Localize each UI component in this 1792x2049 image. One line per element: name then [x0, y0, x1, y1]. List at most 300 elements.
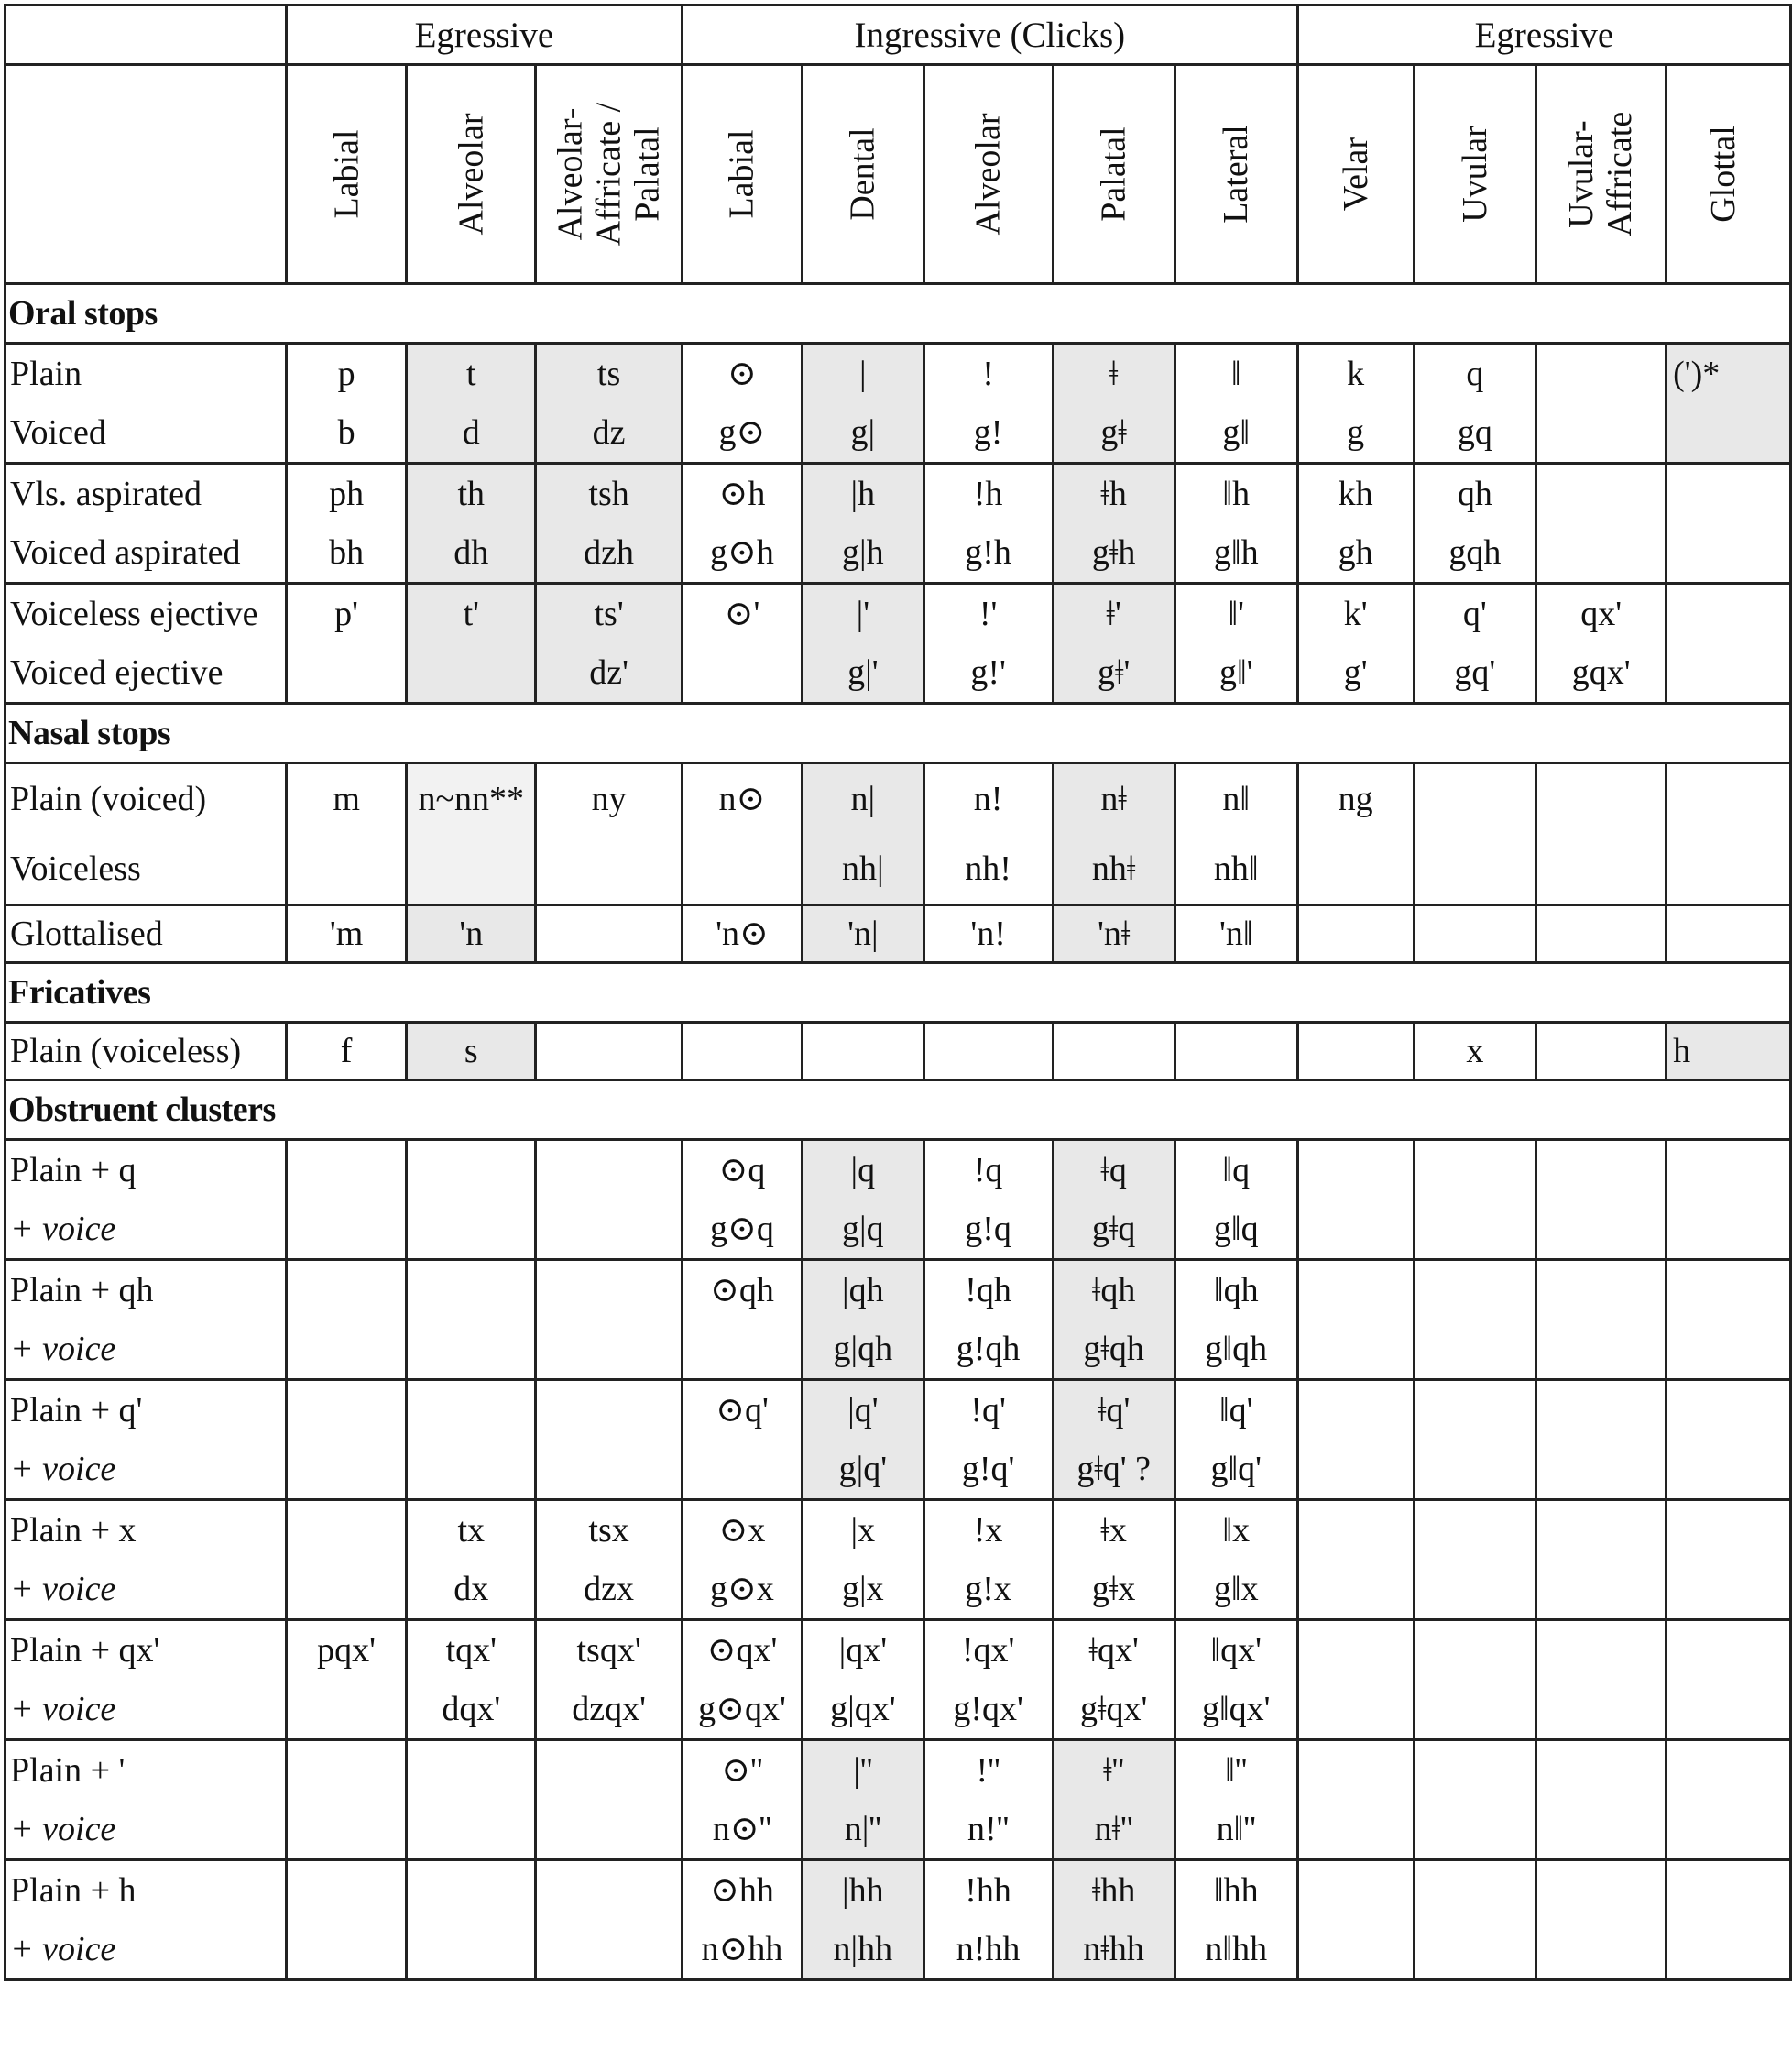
table-cell [1053, 1140, 1175, 1260]
cell-value: dzh [584, 533, 635, 572]
row-label-line: + voice [10, 1810, 116, 1848]
cell-value [408, 1141, 534, 1200]
cell-value: 'n [459, 915, 484, 953]
table-cell [286, 1860, 406, 1980]
column-header [1536, 65, 1666, 284]
row-label [5, 1500, 287, 1620]
cell-value [1537, 834, 1665, 904]
table-cell [286, 1740, 406, 1860]
cell-value [1176, 1024, 1296, 1079]
table-cell [1536, 1023, 1666, 1080]
cell-value: g⊙qx' [698, 1690, 786, 1728]
cell-value [288, 643, 405, 702]
cell-value [288, 1800, 405, 1858]
column-header [286, 65, 406, 284]
cell-value: b [337, 413, 355, 452]
table-cell [1666, 1860, 1791, 1980]
column-header-label [452, 114, 490, 236]
table-cell [286, 344, 406, 464]
cell-value: | [859, 355, 867, 393]
table-cell [803, 1740, 923, 1860]
table-cell [803, 464, 923, 584]
cell-value: g| [850, 413, 876, 452]
cell-value: th [457, 475, 486, 513]
column-header-line: Affricate / [589, 102, 628, 246]
cell-value [683, 834, 801, 904]
cell-value [537, 1261, 681, 1320]
cell-value [1667, 1381, 1789, 1440]
cell-value: |q [850, 1151, 876, 1189]
cell-value [1667, 1680, 1789, 1738]
cell-value: nǂ'' [1094, 1810, 1133, 1848]
cell-value: ǂqx' [1088, 1631, 1139, 1670]
table-cell [286, 584, 406, 704]
table-cell [1414, 1380, 1536, 1500]
cell-value [537, 834, 681, 904]
cell-value [288, 1381, 405, 1440]
cell-value: ‖q' [1218, 1391, 1253, 1430]
cell-value: !h [973, 475, 1003, 513]
cell-value: k [1347, 355, 1365, 393]
cell-value: ny [591, 780, 627, 818]
table-cell [286, 1260, 406, 1380]
cell-value [1299, 906, 1413, 961]
cell-value: ‖q [1222, 1151, 1251, 1189]
cell-value [537, 1381, 681, 1440]
cell-value: !qx' [961, 1631, 1015, 1670]
cell-value: x [1466, 1032, 1484, 1070]
table-cell [1536, 344, 1666, 464]
table-cell [1414, 344, 1536, 464]
cell-value [288, 1141, 405, 1200]
table-cell [1536, 905, 1666, 963]
table-cell [1297, 464, 1414, 584]
table-cell [1666, 1500, 1791, 1620]
column-header-label [1337, 137, 1375, 211]
cell-value: ts [596, 355, 621, 393]
table-cell [407, 763, 536, 905]
cell-value: g⊙x [710, 1570, 774, 1608]
row-label-line: Plain + q' [10, 1391, 143, 1430]
row-label-line: + voice [10, 1690, 116, 1728]
table-cell [1053, 905, 1175, 963]
cell-value [1537, 1261, 1665, 1320]
cell-value [1299, 1320, 1413, 1378]
cell-value: g' [1343, 653, 1368, 692]
cell-value: dzqx' [572, 1690, 646, 1728]
row-label [5, 1620, 287, 1740]
cell-value: !q' [970, 1391, 1006, 1430]
row-label [5, 1023, 287, 1080]
column-header-line: Uvular- [1562, 119, 1601, 228]
table-cell [1666, 1380, 1791, 1500]
table-cell [536, 1260, 683, 1380]
row-label-line: + voice [10, 1450, 116, 1488]
column-header-line: Lateral [1217, 125, 1256, 224]
table-cell [1414, 1500, 1536, 1620]
cell-value [408, 1261, 534, 1320]
cell-value: g|q' [838, 1450, 888, 1488]
table-cell [286, 1380, 406, 1500]
table-row [5, 1500, 1791, 1620]
table-cell [1414, 1260, 1536, 1380]
cell-value: g‖q' [1210, 1450, 1262, 1488]
cell-value: ⊙' [724, 595, 760, 633]
cell-value [1537, 1800, 1665, 1858]
cell-value [288, 1680, 405, 1738]
row-label-line: + voice [10, 1570, 116, 1608]
cell-value: dzx [584, 1570, 635, 1608]
cell-value [1299, 1560, 1413, 1618]
table-row [5, 584, 1791, 704]
cell-value: g!qh [956, 1330, 1021, 1368]
table-cell [286, 1500, 406, 1620]
cell-value: |hh [842, 1871, 884, 1910]
cell-value: !qh [965, 1271, 1011, 1309]
cell-value: n! [973, 780, 1003, 818]
cell-value: ⊙ [727, 355, 757, 393]
cell-value: kh [1338, 475, 1373, 513]
table-cell [1053, 344, 1175, 464]
cell-value: ǂqh [1091, 1271, 1136, 1309]
table-cell [1536, 1380, 1666, 1500]
cell-value [1667, 834, 1789, 904]
row-label-line: Plain + h [10, 1871, 137, 1910]
table-cell [407, 1140, 536, 1260]
table-cell [1053, 464, 1175, 584]
table-cell [923, 584, 1053, 704]
cell-value [288, 1501, 405, 1560]
cell-value: ‖h [1222, 475, 1251, 513]
cell-value: bh [329, 533, 365, 572]
row-label-line: Voiceless ejective [10, 595, 258, 633]
cell-value: tsh [588, 475, 629, 513]
column-header-label [552, 102, 667, 246]
cell-value: dx [453, 1570, 489, 1608]
section-row [5, 1080, 1791, 1140]
cell-value [1415, 764, 1535, 834]
cell-value: ‖hh [1213, 1871, 1259, 1910]
table-row [5, 1380, 1791, 1500]
cell-value: gǂq' ? [1076, 1450, 1151, 1488]
table-row [5, 464, 1791, 584]
cell-value: 'n! [970, 915, 1006, 953]
cell-value [1537, 1680, 1665, 1738]
table-cell [803, 1023, 923, 1080]
cell-value [1299, 1024, 1413, 1079]
table-cell [1053, 1500, 1175, 1620]
table-cell [1536, 1500, 1666, 1620]
table-cell [1053, 1620, 1175, 1740]
column-header-line: Labial [327, 129, 366, 219]
cell-value [408, 834, 534, 904]
cell-value [1299, 1680, 1413, 1738]
cell-value: ‖' [1228, 595, 1244, 633]
cell-value [683, 643, 801, 702]
table-cell [1536, 1740, 1666, 1860]
table-cell [803, 1620, 923, 1740]
column-header [1175, 65, 1297, 284]
row-label-line: Vls. aspirated [10, 475, 202, 513]
cell-value: f [340, 1032, 353, 1070]
table-cell [1414, 1860, 1536, 1980]
table-cell [407, 1260, 536, 1380]
cell-value: g|' [847, 653, 879, 692]
cell-value [537, 1800, 681, 1858]
table-cell [1414, 464, 1536, 584]
cell-value: ǂ'' [1103, 1751, 1125, 1790]
table-cell [682, 464, 802, 584]
table-cell [923, 1620, 1053, 1740]
cell-value [1415, 1200, 1535, 1258]
table-row [5, 1860, 1791, 1980]
cell-value [1537, 906, 1665, 961]
cell-value: g!h [965, 533, 1011, 572]
cell-value: ǂx [1100, 1511, 1127, 1550]
cell-value [1299, 1261, 1413, 1320]
cell-value: g!q' [961, 1450, 1015, 1488]
table-cell [682, 1260, 802, 1380]
cell-value: ‖x [1222, 1511, 1251, 1550]
table-cell [536, 1140, 683, 1260]
table-cell [923, 1500, 1053, 1620]
table-cell [1297, 1740, 1414, 1860]
cell-value: nh| [842, 849, 884, 888]
column-header-line: Uvular [1455, 126, 1494, 223]
cell-value [1299, 1741, 1413, 1800]
table-cell [1175, 905, 1297, 963]
cell-value [1667, 403, 1789, 462]
cell-value: g⊙h [710, 533, 774, 572]
table-cell [1053, 1860, 1175, 1980]
table-cell [923, 763, 1053, 905]
cell-value: g|x [842, 1570, 884, 1608]
cell-value: |qx' [838, 1631, 888, 1670]
cell-value: ts' [594, 595, 624, 633]
column-header [407, 65, 536, 284]
table-cell [1666, 584, 1791, 704]
cell-value [1667, 643, 1789, 702]
table-cell [536, 1740, 683, 1860]
column-header-label [723, 129, 761, 218]
table-cell [1053, 1260, 1175, 1380]
cell-value: nǂ [1100, 780, 1127, 818]
cell-value [1415, 1440, 1535, 1498]
table-cell [803, 763, 923, 905]
cell-value [1667, 764, 1789, 834]
cell-value: nh! [965, 849, 1011, 888]
cell-value: n|'' [844, 1810, 881, 1848]
group-header-egressive-left: Egressive [286, 5, 682, 65]
table-cell [1536, 584, 1666, 704]
cell-value: s [464, 1032, 478, 1070]
cell-value [683, 1320, 801, 1378]
column-header-label [327, 129, 366, 218]
section-heading: Fricatives [5, 963, 1791, 1023]
cell-value: q' [1462, 595, 1487, 633]
cell-value [1537, 1024, 1665, 1079]
row-label-line: + voice [10, 1210, 116, 1248]
cell-value [408, 1800, 534, 1858]
cell-value: 'n⊙ [716, 915, 769, 953]
cell-value: 'm [329, 915, 364, 953]
table-cell [682, 344, 802, 464]
cell-value [537, 906, 681, 961]
table-cell [682, 1140, 802, 1260]
table-cell [1666, 1023, 1791, 1080]
table-cell [1297, 1023, 1414, 1080]
section-heading: Obstruent clusters [5, 1080, 1791, 1140]
cell-value: p [337, 355, 355, 393]
cell-value: t [466, 355, 476, 393]
cell-value [1415, 1320, 1535, 1378]
column-header-line: Alveolar [968, 113, 1008, 236]
row-label [5, 1380, 287, 1500]
table-cell [407, 584, 536, 704]
column-header-line: Affricate [1601, 111, 1640, 236]
cell-value [1299, 1141, 1413, 1200]
cell-value: n⊙'' [712, 1810, 772, 1848]
cell-value [1299, 1381, 1413, 1440]
table-cell [1175, 1140, 1297, 1260]
cell-value [1299, 1440, 1413, 1498]
cell-value [1667, 1200, 1789, 1258]
cell-value [1299, 1621, 1413, 1680]
cell-value: n⊙ [718, 780, 766, 818]
cell-value: nhǂ [1091, 849, 1136, 888]
table-cell [407, 464, 536, 584]
cell-value: n‖'' [1216, 1810, 1256, 1848]
cell-value [1537, 1741, 1665, 1800]
cell-value [1667, 1320, 1789, 1378]
cell-value [1415, 1261, 1535, 1320]
table-cell [1666, 763, 1791, 905]
cell-value [1299, 834, 1413, 904]
cell-value [1415, 1741, 1535, 1800]
cell-value [1667, 1741, 1789, 1800]
cell-value [1537, 345, 1665, 403]
column-header-line: Palatal [628, 126, 667, 222]
cell-value [1415, 1501, 1535, 1560]
cell-value: g‖x [1213, 1570, 1259, 1608]
cell-value [1415, 834, 1535, 904]
table-cell [682, 1620, 802, 1740]
row-label-line: + voice [10, 1930, 116, 1968]
row-label-line: Voiced ejective [10, 653, 224, 692]
table-cell [923, 344, 1053, 464]
column-header-line: Velar [1336, 137, 1375, 212]
table-cell [536, 1023, 683, 1080]
column-header-label [1704, 126, 1743, 223]
table-cell [536, 1860, 683, 1980]
section-row [5, 284, 1791, 344]
cell-value [1537, 1381, 1665, 1440]
column-header [1053, 65, 1175, 284]
row-label [5, 1740, 287, 1860]
cell-value [1299, 1800, 1413, 1858]
cell-value: tsqx' [576, 1631, 641, 1670]
table-cell [1053, 763, 1175, 905]
table-row [5, 344, 1791, 464]
table-cell [1175, 1860, 1297, 1980]
cell-value: gǂq [1091, 1210, 1136, 1248]
cell-value [1667, 1861, 1789, 1920]
cell-value [288, 1440, 405, 1498]
cell-value [537, 1320, 681, 1378]
cell-value [537, 1920, 681, 1978]
cell-value: |qh [842, 1271, 884, 1309]
cell-value [803, 1024, 922, 1079]
cell-value: ǂ' [1106, 595, 1121, 633]
cell-value [1415, 1861, 1535, 1920]
table-cell [1175, 344, 1297, 464]
cell-value [1667, 906, 1789, 961]
cell-value: g|q [842, 1210, 884, 1248]
table-cell [923, 1860, 1053, 1980]
table-cell [1175, 1620, 1297, 1740]
table-cell [923, 464, 1053, 584]
table-cell [536, 1380, 683, 1500]
row-label-line: Plain + ' [10, 1751, 126, 1790]
cell-value: ‖ [1230, 355, 1241, 393]
cell-value [1299, 1501, 1413, 1560]
table-cell [803, 1140, 923, 1260]
table-cell [923, 1023, 1053, 1080]
table-cell [1053, 1740, 1175, 1860]
cell-value [1537, 1501, 1665, 1560]
cell-value: g⊙ [718, 413, 766, 452]
cell-value: gǂqx' [1080, 1690, 1148, 1728]
cell-value: |' [856, 595, 870, 633]
table-cell [1297, 1860, 1414, 1980]
row-label-line: Glottalised [10, 915, 163, 953]
table-cell [1175, 1740, 1297, 1860]
cell-value: g‖h [1213, 533, 1259, 572]
cell-value: (')* [1673, 355, 1721, 393]
group-header-egressive-right: Egressive [1297, 5, 1790, 65]
cell-value [683, 1440, 801, 1498]
cell-value: g|qx' [830, 1690, 896, 1728]
table-cell [1297, 584, 1414, 704]
table-cell [682, 1740, 802, 1860]
table-cell [286, 905, 406, 963]
table-cell [1053, 584, 1175, 704]
cell-value: ⊙q [718, 1151, 766, 1189]
row-label-line: + voice [10, 1330, 116, 1368]
column-header-line: Labial [722, 129, 761, 219]
cell-value [1415, 1800, 1535, 1858]
table-cell [1536, 1620, 1666, 1740]
cell-value [1415, 1560, 1535, 1618]
cell-value: dh [453, 533, 489, 572]
cell-value: ‖qh [1213, 1271, 1259, 1309]
column-header-label [844, 127, 882, 220]
cell-value: qx' [1580, 595, 1623, 633]
cell-value [1667, 1501, 1789, 1560]
cell-value: g!x [965, 1570, 1011, 1608]
cell-value [1537, 1560, 1665, 1618]
cell-value [288, 1560, 405, 1618]
cell-value [1537, 1621, 1665, 1680]
column-header [923, 65, 1053, 284]
cell-value [288, 834, 405, 904]
cell-value: g!' [970, 653, 1006, 692]
cell-value: !' [978, 595, 998, 633]
column-header-label [1217, 125, 1255, 224]
cell-value [1667, 1621, 1789, 1680]
table-row [5, 1260, 1791, 1380]
cell-value: g [1347, 413, 1365, 452]
